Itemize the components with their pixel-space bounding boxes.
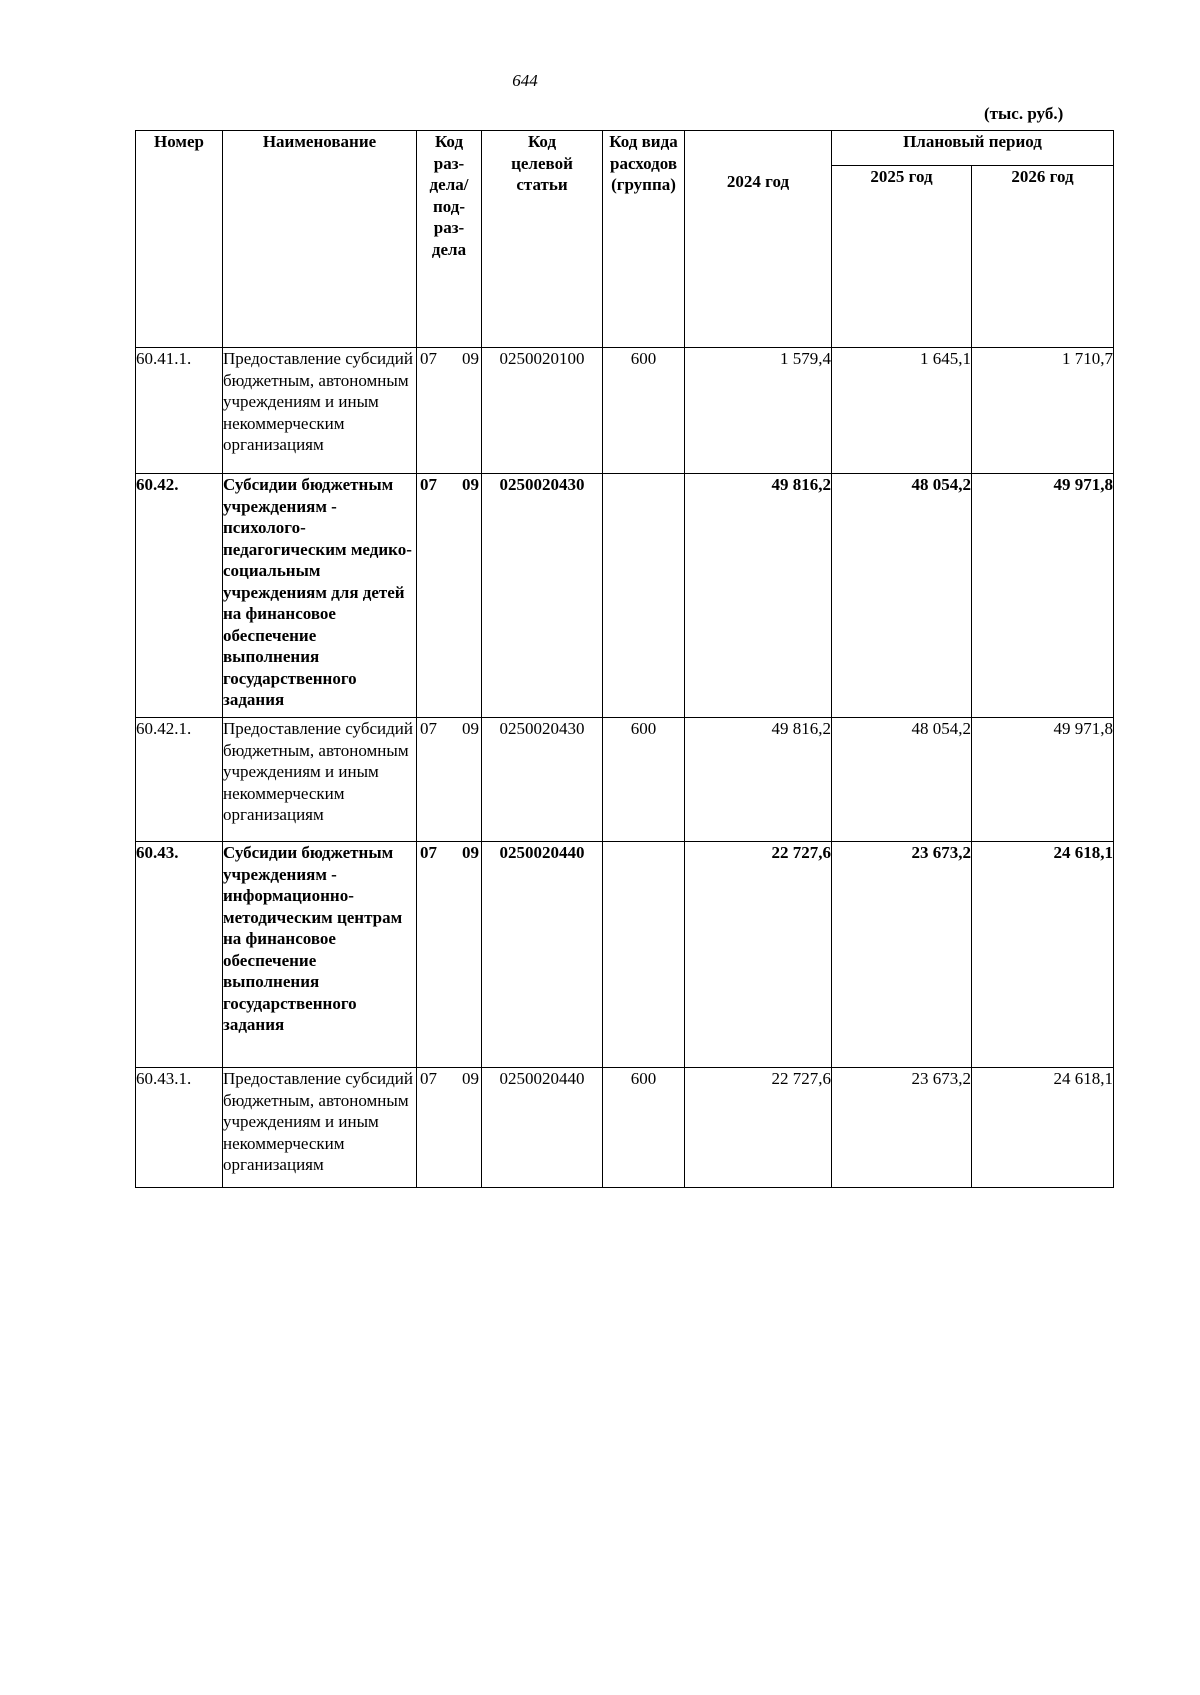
header-year-2025: 2025 год	[832, 166, 972, 348]
table-row	[136, 474, 1114, 718]
row-section-code	[417, 718, 482, 842]
row-amount-2024: 22 727,6	[685, 1068, 832, 1188]
row-number: 60.42.1.	[136, 718, 223, 842]
row-amount-2026: 24 618,1	[972, 1068, 1114, 1188]
row-section: 07	[420, 843, 437, 862]
header-year-2024: 2024 год	[685, 131, 832, 348]
header-line: под-	[432, 196, 466, 216]
row-target-code: 0250020440	[482, 842, 603, 1068]
header-line: дела	[431, 239, 467, 259]
row-name: Предоставление субсидий бюджетным, автономным учреждениям и иным некоммерческим организациям	[223, 348, 417, 474]
header-name: Наименование	[223, 131, 417, 348]
row-amount-2026: 24 618,1	[972, 842, 1114, 1068]
row-section: 07	[420, 349, 437, 368]
row-section: 07	[420, 475, 437, 494]
table-row	[136, 348, 1114, 474]
header-expense-code	[603, 131, 685, 348]
header-line: статьи	[516, 175, 568, 194]
table-header-row	[136, 131, 1114, 166]
row-amount-2025: 1 645,1	[832, 348, 972, 474]
row-amount-2024: 49 816,2	[685, 474, 832, 718]
row-name: Предоставление субсидий бюджетным, автономным учреждениям и иным некоммерческим организациям	[223, 718, 417, 842]
budget-table	[135, 130, 1114, 1188]
row-amount-2025: 23 673,2	[832, 1068, 972, 1188]
header-year-2026: 2026 год	[972, 166, 1114, 348]
row-subsection: 09	[462, 475, 479, 494]
header-line: дела/	[429, 175, 469, 194]
table-row	[136, 718, 1114, 842]
header-line: Код	[434, 132, 464, 151]
row-expense-type: 600	[603, 348, 685, 474]
row-amount-2026: 1 710,7	[972, 348, 1114, 474]
table-body	[136, 348, 1114, 1188]
row-amount-2025: 48 054,2	[832, 474, 972, 718]
row-amount-2024: 22 727,6	[685, 842, 832, 1068]
row-amount-2024: 49 816,2	[685, 718, 832, 842]
row-number: 60.41.1.	[136, 348, 223, 474]
header-target-code	[482, 131, 603, 348]
row-subsection: 09	[462, 843, 479, 862]
header-number: Номер	[136, 131, 223, 348]
row-expense-type: 600	[603, 1068, 685, 1188]
header-line: Код	[527, 132, 557, 151]
table-row	[136, 1068, 1114, 1188]
row-number: 60.43.1.	[136, 1068, 223, 1188]
row-section-code	[417, 1068, 482, 1188]
row-target-code: 0250020100	[482, 348, 603, 474]
row-name: Предоставление субсидий бюджетным, автономным учреждениям и иным некоммерческим организациям	[223, 1068, 417, 1188]
row-number: 60.43.	[136, 842, 223, 1068]
row-target-code: 0250020430	[482, 474, 603, 718]
row-subsection: 09	[462, 719, 479, 738]
header-planning-period: Плановый период	[832, 131, 1114, 166]
row-number: 60.42.	[136, 474, 223, 718]
header-line: Код вида	[609, 132, 678, 151]
row-target-code: 0250020430	[482, 718, 603, 842]
table-row	[136, 842, 1114, 1068]
row-section: 07	[420, 1069, 437, 1088]
row-section-code	[417, 842, 482, 1068]
row-name: Субсидии бюджетным учреждениям - информационно-методическим центрам на финансовое обеспечение выполнения государственного задания	[223, 842, 417, 1068]
header-line: расходов	[610, 153, 677, 173]
row-amount-2025: 48 054,2	[832, 718, 972, 842]
header-line: раз-	[433, 218, 465, 237]
row-subsection: 09	[462, 1069, 479, 1088]
row-subsection: 09	[462, 349, 479, 368]
row-section-code	[417, 474, 482, 718]
row-expense-type	[603, 842, 685, 1068]
row-amount-2024: 1 579,4	[685, 348, 832, 474]
units-label: (тыс. руб.)	[984, 104, 1064, 123]
row-expense-type	[603, 474, 685, 718]
page-number: 644	[512, 71, 538, 90]
row-amount-2026: 49 971,8	[972, 474, 1114, 718]
row-name: Субсидии бюджетным учреждениям - психолого-педагогическим медико-социальным учреждениям для детей на финансовое обеспечение выполнения государственного задания	[223, 474, 417, 718]
header-line: раз-	[433, 153, 465, 173]
row-amount-2026: 49 971,8	[972, 718, 1114, 842]
header-section-code	[417, 131, 482, 348]
header-line: (группа)	[611, 175, 676, 194]
header-line: целевой	[511, 153, 573, 173]
row-target-code: 0250020440	[482, 1068, 603, 1188]
row-section: 07	[420, 719, 437, 738]
row-section-code	[417, 348, 482, 474]
row-expense-type: 600	[603, 718, 685, 842]
row-amount-2025: 23 673,2	[832, 842, 972, 1068]
